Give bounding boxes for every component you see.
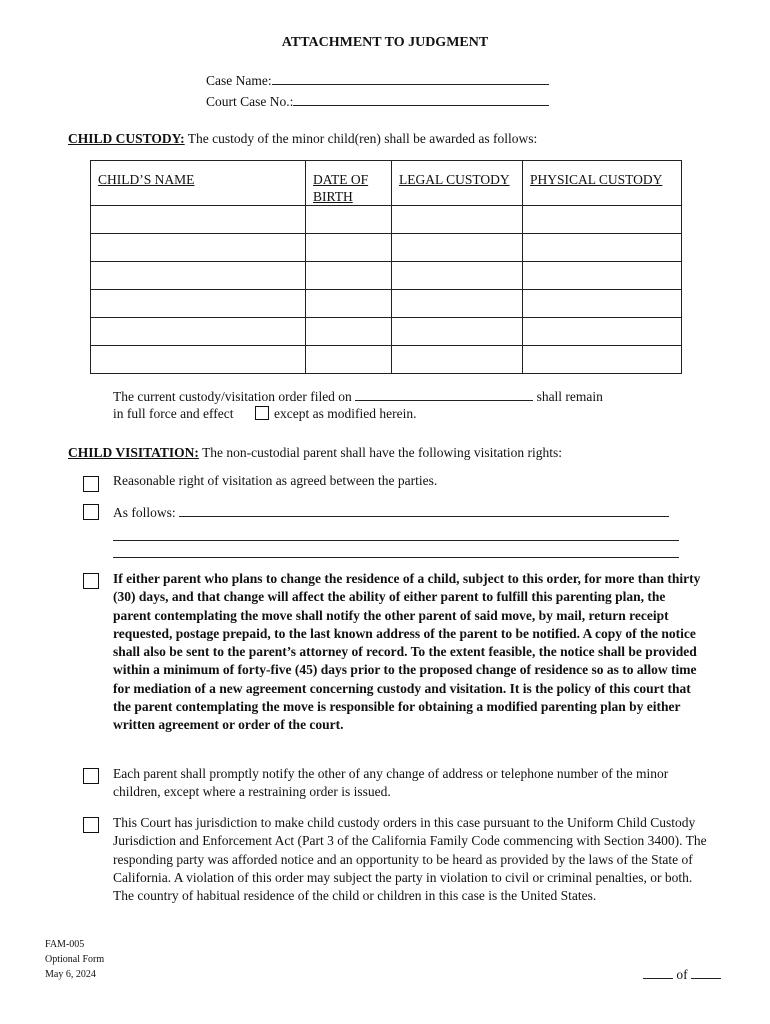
current-order-row — [113, 388, 603, 405]
jurisdiction-text: This Court has jurisdiction to make child custody orders in this case pursuant to the Uniform Child Custody Jurisdiction and Enforcement Act (Part 3 of the California Family Code commencing with Section 3400). The responding party was afforded notice and an opportunity to be heard as provided by the laws of the State of California. A violation of this order may subject the party in violation to civil or criminal penalties, or both. The country of habitual residence of the child or children in this case is the United States. — [113, 815, 707, 904]
table-cell[interactable] — [523, 206, 682, 234]
column-header-physical — [523, 161, 682, 206]
table-cell[interactable] — [523, 234, 682, 262]
column-header-legal — [392, 161, 523, 206]
table-cell[interactable] — [392, 346, 523, 374]
as-follows-line[interactable] — [113, 545, 679, 558]
current-order-suffix: shall remain — [536, 389, 603, 404]
table-cell[interactable] — [91, 346, 306, 374]
court-case-no-field[interactable] — [293, 93, 549, 106]
case-name-field[interactable] — [272, 72, 549, 85]
custody-intro: The custody of the minor child(ren) shall be awarded as follows: — [187, 131, 538, 146]
table-cell[interactable] — [392, 318, 523, 346]
page-count — [643, 966, 721, 983]
case-name-label: Case Name: — [206, 73, 272, 88]
table-cell[interactable] — [91, 234, 306, 262]
table-cell[interactable] — [392, 262, 523, 290]
form-date: May 6, 2024 — [45, 969, 96, 980]
force-row — [113, 406, 233, 422]
table-row — [91, 318, 682, 346]
as-follows-label: As follows: — [113, 505, 176, 520]
table-cell[interactable] — [523, 318, 682, 346]
page-title: ATTACHMENT TO JUDGMENT — [281, 35, 489, 50]
table-row — [91, 290, 682, 318]
column-header-dob — [306, 161, 392, 206]
custody-heading: CHILD CUSTODY: — [68, 131, 185, 146]
form-id: FAM-005 — [45, 939, 85, 950]
form-type: Optional Form — [45, 954, 105, 965]
table-cell[interactable] — [523, 262, 682, 290]
move-notice-checkbox[interactable] — [83, 573, 99, 589]
table-cell[interactable] — [392, 206, 523, 234]
court-case-no-label: Court Case No.: — [206, 94, 294, 109]
column-header-name — [91, 161, 306, 206]
jurisdiction-checkbox[interactable] — [83, 817, 99, 833]
table-cell[interactable] — [91, 206, 306, 234]
table-cell[interactable] — [306, 318, 392, 346]
reasonable-label: Reasonable right of visitation as agreed between the parties. — [113, 473, 438, 488]
table-cell[interactable] — [523, 290, 682, 318]
as-follows-row — [113, 504, 669, 521]
force-suffix: except as modified herein. — [274, 406, 417, 421]
table-cell[interactable] — [306, 346, 392, 374]
address-notice-checkbox[interactable] — [83, 768, 99, 784]
table-cell[interactable] — [392, 290, 523, 318]
table-cell[interactable] — [306, 262, 392, 290]
visitation-intro: The non-custodial parent shall have the following visitation rights: — [202, 445, 562, 460]
custody-intro-row — [68, 131, 537, 147]
address-notice-text: Each parent shall promptly notify the other of any change of address or telephone number of the minor children, except where a restraining order is issued. — [113, 766, 669, 800]
table-cell[interactable] — [91, 290, 306, 318]
table-header-row — [91, 161, 682, 206]
column-header-label: PHYSICAL CUSTODY — [530, 172, 663, 187]
case-name-row — [206, 72, 549, 89]
move-notice-text: If either parent who plans to change the residence of a child, subject to this order, for more than thirty (30) days, and that change will affect the ability of either parent to fulfill this parenting plan, the parent contemplating the move shall notify the other parent of said move, by mail, return receipt requested, postage prepaid, to the last known address of the parent to be notified. A copy of the notice shall also be sent to the parent’s attorney of record. To the extent feasible, the notice shall be provided within a minimum of forty-five (45) days prior to the proposed change of residence so as to allow time for mediation of a new agreement concerning custody and visitation. It is the policy of this court that the parent contemplating the move is responsible for obtaining a modified parenting plan by either written agreement or order of the court. — [113, 571, 701, 733]
reasonable-checkbox[interactable] — [83, 476, 99, 492]
modified-checkbox[interactable] — [255, 406, 269, 420]
table-row — [91, 206, 682, 234]
page-number-field[interactable] — [643, 966, 673, 979]
table-cell[interactable] — [306, 234, 392, 262]
table-row — [91, 262, 682, 290]
column-header-label: CHILD’S NAME — [98, 172, 195, 187]
as-follows-field[interactable] — [179, 504, 669, 517]
column-header-label: LEGAL CUSTODY — [399, 172, 510, 187]
table-row — [91, 234, 682, 262]
as-follows-checkbox[interactable] — [83, 504, 99, 520]
page-total-field[interactable] — [691, 966, 721, 979]
current-order-prefix: The current custody/visitation order filed on — [113, 389, 352, 404]
visitation-intro-row — [68, 445, 562, 461]
table-cell[interactable] — [91, 318, 306, 346]
court-case-no-row — [206, 93, 549, 110]
page-of-label: of — [676, 967, 688, 982]
visitation-heading: CHILD VISITATION: — [68, 445, 199, 460]
table-cell[interactable] — [523, 346, 682, 374]
custody-table — [90, 160, 682, 374]
as-follows-line[interactable] — [113, 528, 679, 541]
table-cell[interactable] — [306, 206, 392, 234]
table-row — [91, 346, 682, 374]
order-date-field[interactable] — [355, 388, 533, 401]
column-header-label: DATE OF BIRTH — [313, 172, 369, 204]
table-cell[interactable] — [392, 234, 523, 262]
table-cell[interactable] — [91, 262, 306, 290]
force-prefix: in full force and effect — [113, 406, 234, 421]
table-cell[interactable] — [306, 290, 392, 318]
